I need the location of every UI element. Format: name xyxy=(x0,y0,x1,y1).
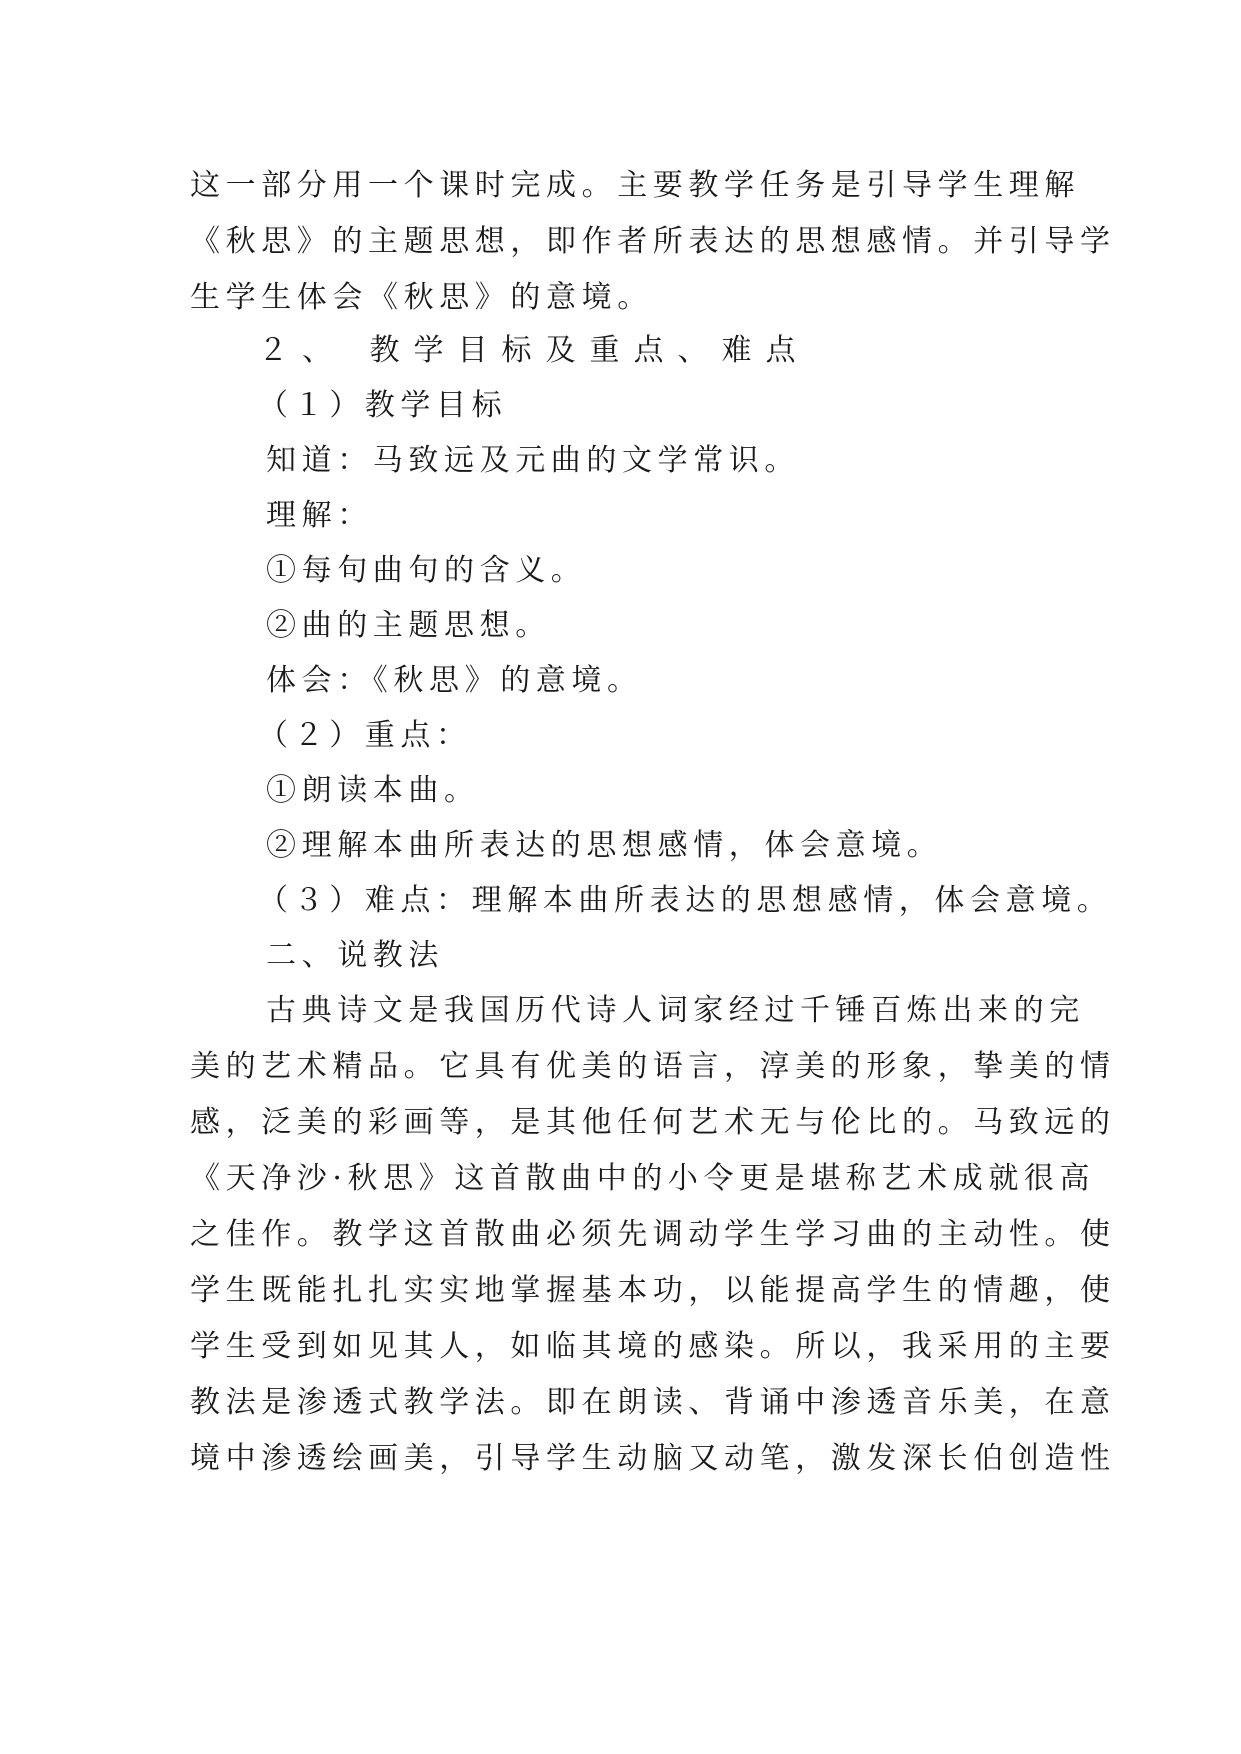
subsection-heading: （１）教学目标 xyxy=(258,388,508,423)
list-item: ②理解本曲所表达的思想感情，体会意境。 xyxy=(266,828,943,863)
paragraph-line: 教法是渗透式教学法。即在朗读、背诵中渗透音乐美，在意 xyxy=(190,1385,1116,1420)
paragraph-line: 之佳作。教学这首散曲必须先调动学生学习曲的主动性。使 xyxy=(190,1217,1116,1252)
list-item: ②曲的主题思想。 xyxy=(266,608,551,643)
paragraph-line: 古典诗文是我国历代诗人词家经过千锤百炼出来的完 xyxy=(266,993,1085,1028)
paragraph-line: 学生受到如见其人，如临其境的感染。所以，我采用的主要 xyxy=(190,1329,1116,1364)
paragraph-line: 美的艺术精品。它具有优美的语言，淳美的形象，挚美的情 xyxy=(190,1049,1116,1084)
paragraph-line: 知道：马致远及元曲的文学常识。 xyxy=(266,443,800,478)
section-heading: 二、说教法 xyxy=(266,938,444,973)
paragraph-line: 感，泛美的彩画等，是其他任何艺术无与伦比的。马致远的 xyxy=(190,1105,1116,1140)
paragraph-line: 境中渗透绘画美，引导学生动脑又动笔，激发深长伯创造性 xyxy=(190,1441,1116,1476)
list-item: ①朗读本曲。 xyxy=(266,773,480,808)
section-heading: ２、 教学目标及重点、难点 xyxy=(258,333,810,368)
paragraph-line: 《秋思》的主题思想，即作者所表达的思想感情。并引导学 xyxy=(190,224,1116,259)
paragraph-line: 理解： xyxy=(266,498,373,533)
paragraph-line: 《天净沙·秋思》这首散曲中的小令更是堪称艺术成就很高 xyxy=(190,1161,1096,1196)
subsection-heading: （２）重点： xyxy=(258,718,472,753)
paragraph-line: 学生既能扎扎实实地掌握基本功，以能提高学生的情趣，使 xyxy=(190,1273,1116,1308)
subsection-heading: （３）难点：理解本曲所表达的思想感情，体会意境。 xyxy=(258,883,1113,918)
paragraph-line: 这一部分用一个课时完成。主要教学任务是引导学生理解 xyxy=(190,168,1080,203)
paragraph-line: 体会：《秋思》的意境。 xyxy=(266,663,643,698)
paragraph-line: 生学生体会《秋思》的意境。 xyxy=(190,280,653,315)
list-item: ①每句曲句的含义。 xyxy=(266,553,587,588)
